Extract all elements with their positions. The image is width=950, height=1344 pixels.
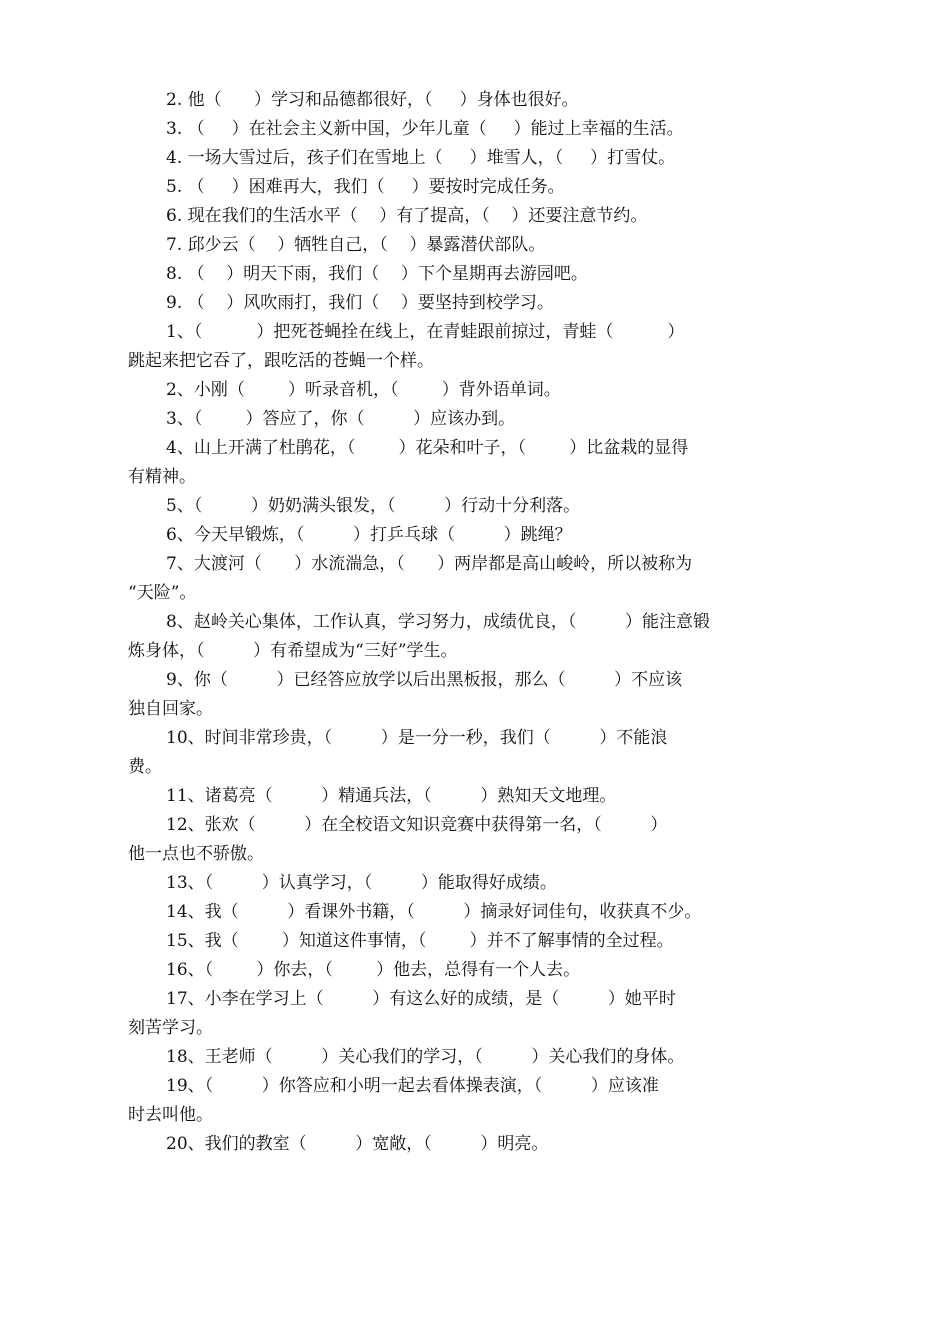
exercise-line: 6. 现在我们的生活水平（ ）有了提高，（ ）还要注意节约。 (166, 206, 648, 226)
exercise-line: 4. 一场大雪过后，孩子们在雪地上（ ）堆雪人，（ ）打雪仗。 (166, 148, 676, 168)
exercise-line: 5、（ ）奶奶满头银发，（ ）行动十分利落。 (166, 496, 581, 516)
exercise-line: 11、诸葛亮（ ）精通兵法，（ ）熟知天文地理。 (166, 786, 617, 806)
exercise-line: 2. 他（ ）学习和品德都很好，（ ）身体也很好。 (166, 90, 579, 110)
exercise-line-continuation: “天险”。 (128, 583, 197, 603)
exercise-line: 16、（ ）你去，（ ）他去，总得有一个人去。 (166, 960, 581, 980)
exercise-line: 5. （ ）困难再大，我们（ ）要按时完成任务。 (166, 177, 565, 197)
exercise-line: 7. 邱少云（ ）牺牲自己，（ ）暴露潜伏部队。 (166, 235, 546, 255)
exercise-line: 8、赵岭关心集体，工作认真，学习努力，成绩优良，（ ）能注意锻 (166, 612, 710, 632)
exercise-line: 17、小李在学习上（ ）有这么好的成绩，是（ ）她平时 (166, 989, 676, 1009)
exercise-line-continuation: 独自回家。 (128, 699, 213, 719)
exercise-line-continuation: 有精神。 (128, 467, 196, 487)
exercise-line: 8. （ ）明天下雨，我们（ ）下个星期再去游园吧。 (166, 264, 588, 284)
exercise-line: 3. （ ）在社会主义新中国，少年儿童（ ）能过上幸福的生活。 (166, 119, 684, 139)
exercise-line-continuation: 时去叫他。 (128, 1105, 213, 1125)
exercise-line: 10、时间非常珍贵，（ ）是一分一秒，我们（ ）不能浪 (166, 728, 668, 748)
exercise-line: 13、（ ）认真学习，（ ）能取得好成绩。 (166, 873, 557, 893)
exercise-line: 15、我（ ）知道这件事情，（ ）并不了解事情的全过程。 (166, 931, 674, 951)
exercise-line-continuation: 费。 (128, 757, 162, 777)
exercise-line: 18、王老师（ ）关心我们的学习，（ ）关心我们的身体。 (166, 1047, 685, 1067)
exercise-line: 7、大渡河（ ）水流湍急，（ ）两岸都是高山峻岭，所以被称为 (166, 554, 693, 574)
exercise-line: 4、山上开满了杜鹃花，（ ）花朵和叶子，（ ）比盆栽的显得 (166, 438, 689, 458)
exercise-line: 12、张欢（ ）在全校语文知识竞赛中获得第一名，（ ） (166, 815, 668, 835)
exercise-line: 9. （ ）风吹雨打，我们（ ）要坚持到校学习。 (166, 293, 554, 313)
exercise-line-continuation: 炼身体，（ ）有希望成为“三好”学生。 (128, 641, 458, 661)
exercise-line-continuation: 跳起来把它吞了，跟吃活的苍蝇一个样。 (128, 351, 434, 371)
exercise-line-continuation: 刻苦学习。 (128, 1018, 213, 1038)
exercise-line: 14、我（ ）看课外书籍，（ ）摘录好词佳句，收获真不少。 (166, 902, 702, 922)
exercise-line-continuation: 他一点也不骄傲。 (128, 844, 264, 864)
exercise-list (128, 86, 824, 1159)
exercise-line: 1、（ ）把死苍蝇拴在线上，在青蛙跟前掠过，青蛙（ ） (166, 322, 685, 342)
exercise-line: 6、今天早锻炼，（ ）打乒乓球（ ）跳绳？ (166, 525, 572, 545)
exercise-line: 2、小刚（ ）听录音机，（ ）背外语单词。 (166, 380, 561, 400)
exercise-line: 20、我们的教室（ ）宽敞，（ ）明亮。 (166, 1134, 549, 1154)
exercise-line: 3、（ ）答应了，你（ ）应该办到。 (166, 409, 516, 429)
exercise-line: 9、你（ ）已经答应放学以后出黑板报，那么（ ）不应该 (166, 670, 683, 690)
exercise-line: 19、（ ）你答应和小明一起去看体操表演，（ ）应该准 (166, 1076, 659, 1096)
